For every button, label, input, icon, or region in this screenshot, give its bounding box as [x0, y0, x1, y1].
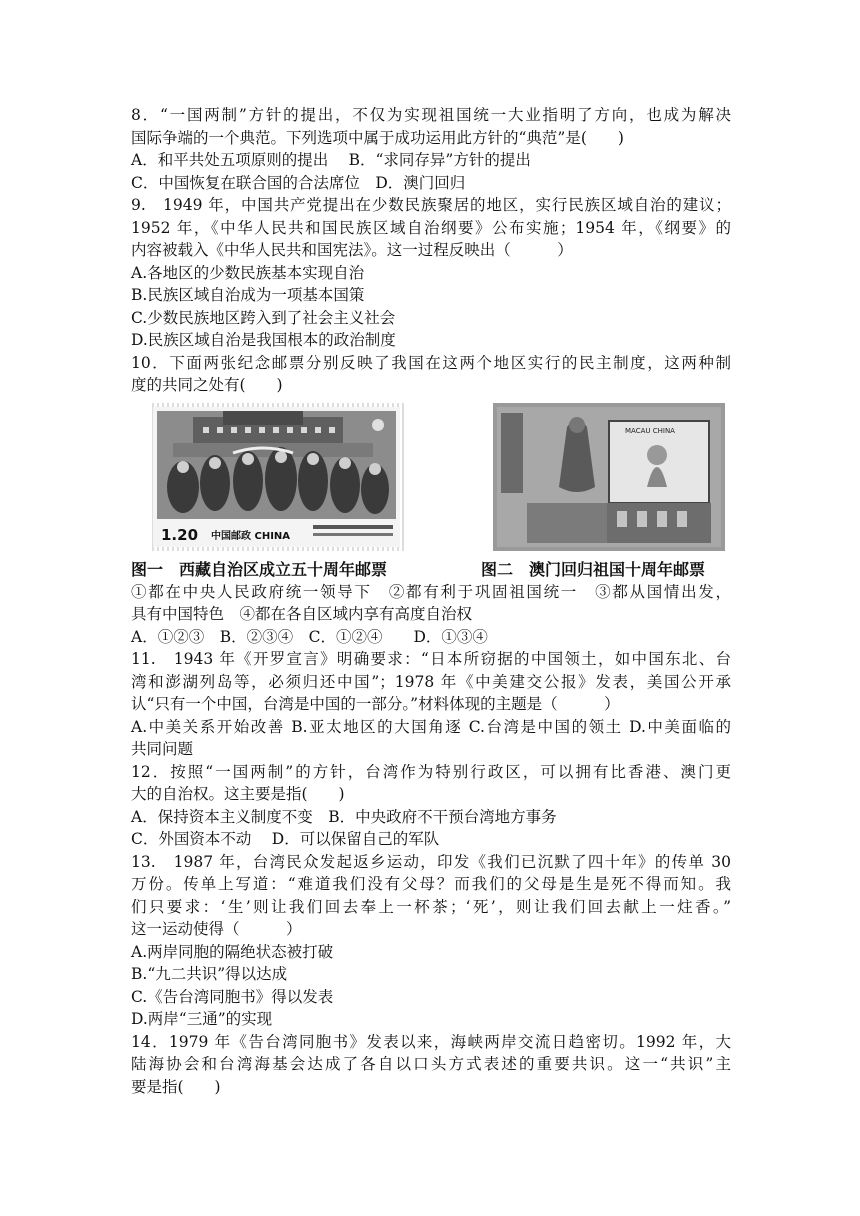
- question-8-line: 8．“一国两制”方针的提出，不仅为实现祖国统一大业指明了方向，也成为解决: [131, 106, 731, 124]
- question-9-line: 9. 1949 年，中国共产党提出在少数民族聚居的地区，实行民族区域自治的建议；: [131, 196, 731, 214]
- question-11: [131, 648, 731, 761]
- question-8-option: C．中国恢复在联合国的合法席位 D．澳门回归: [131, 173, 466, 192]
- question-9-line: 内容被载入《中华人民共和国宪法》。这一过程反映出（ ）: [131, 241, 573, 259]
- question-10-line: 度的共同之处有( ): [131, 376, 283, 394]
- question-9-option: B.民族区域自治成为一项基本国策: [131, 286, 365, 304]
- question-8: [131, 104, 731, 194]
- macau-postal-label: MACAU CHINA: [625, 426, 675, 435]
- question-11-line: 认“只有一个中国，台湾是中国的一部分。”材料体现的主题是（ ）: [131, 695, 620, 713]
- question-12-option: C．外国资本不动 D．可以保留自己的军队: [131, 830, 440, 848]
- question-8-option: A．和平共处五项原则的提出 B．“求同存异”方针的提出: [131, 151, 531, 169]
- figure-2-caption: 图二 澳门回归祖国十周年邮票: [481, 559, 706, 579]
- tibet-stamp-image: [149, 403, 404, 551]
- macau-stamp-image: [493, 403, 725, 551]
- question-10-statements: 具有中国特色 ④都在各自区域内享有高度自治权: [131, 605, 473, 623]
- question-13-line: 们只要求：‘生’则让我们回去奉上一杯茶；‘死’，则让我们回去献上一炷香。”: [131, 897, 731, 916]
- question-13-option: A.两岸同胞的隔绝状态被打破: [131, 942, 334, 961]
- question-11-option: A.中美关系开始改善 B.亚太地区的大国角逐 C.台湾是中国的领土 D.中美面临的: [131, 717, 731, 736]
- question-9-line: 1952 年，《中华人民共和国民族区域自治纲要》公布实施；1954 年，《纲要》的: [131, 218, 731, 237]
- question-12: [131, 761, 731, 851]
- question-9-option: C.少数民族地区跨入到了社会主义社会: [131, 308, 396, 327]
- question-9-option: A.各地区的少数民族基本实现自治: [131, 263, 365, 282]
- figure-1-caption: 图一 西藏自治区成立五十周年邮票: [131, 559, 388, 579]
- question-13-line: 万份。传单上写道：“难道我们没有父母？而我们的父母是生是死不得而知。我: [131, 875, 731, 893]
- question-11-line: 11. 1943 年《开罗宣言》明确要求：“日本所窃据的中国领土，如中国东北、台: [131, 650, 731, 668]
- question-12-option: A．保持资本主义制度不变 B．中央政府不干预台湾地方事务: [131, 807, 557, 826]
- question-13-option: D.两岸“三通”的实现: [131, 1010, 273, 1028]
- question-11-option: 共同问题: [131, 740, 194, 758]
- tibet-stamp-illustration: [153, 407, 400, 547]
- question-13: [131, 851, 731, 1031]
- question-13-option: C.《告台湾同胞书》得以发表: [131, 987, 334, 1006]
- question-14: [131, 1031, 731, 1099]
- question-13-option: B.“九二共识”得以达成: [131, 965, 288, 983]
- question-13-line: 13. 1987 年，台湾民众发起返乡运动，印发《我们已沉默了四十年》的传单 30: [131, 852, 731, 871]
- question-8-line: 国际争端的一个典范。下列选项中属于成功运用此方针的“典范”是( ): [131, 128, 624, 147]
- question-13-line: 这一运动使得（ ）: [131, 920, 302, 938]
- question-14-line: 陆海协会和台湾海基会达成了各自以口头方式表述的重要共识。这一“共识”主: [131, 1055, 731, 1073]
- stamp-postal-label: 中国邮政 CHINA: [211, 530, 291, 542]
- question-12-line: 大的自治权。这主要是指( ): [131, 785, 345, 803]
- question-10-line: 10．下面两张纪念邮票分别反映了我国在这两个地区实行的民主制度，这两种制: [131, 353, 731, 372]
- exam-page: [131, 104, 731, 1098]
- question-10-option: A．①②③ B．②③④ C．①②④ D．①③④: [131, 627, 488, 646]
- stamp-denomination: 1.20: [161, 525, 199, 544]
- macau-stamp-illustration: [497, 407, 721, 547]
- question-10-statements: ①都在中央人民政府统一领导下 ②都有利于巩固祖国统一 ③都从国情出发，: [131, 582, 731, 601]
- question-12-line: 12．按照“一国两制”的方针，台湾作为特别行政区，可以拥有比香港、澳门更: [131, 762, 731, 781]
- question-14-line: 14．1979 年《告台湾同胞书》发表以来，海峡两岸交流日趋密切。1992 年，大: [131, 1032, 731, 1051]
- question-9: [131, 194, 731, 352]
- question-9-option: D.民族区域自治是我国根本的政治制度: [131, 331, 396, 349]
- question-10: [131, 352, 731, 649]
- stamp-figures: [131, 403, 731, 581]
- question-11-line: 湾和澎湖列岛等，必须归还中国”；1978 年《中美建交公报》发表，美国公开承: [131, 672, 731, 691]
- question-14-line: 要是指( ): [131, 1077, 221, 1096]
